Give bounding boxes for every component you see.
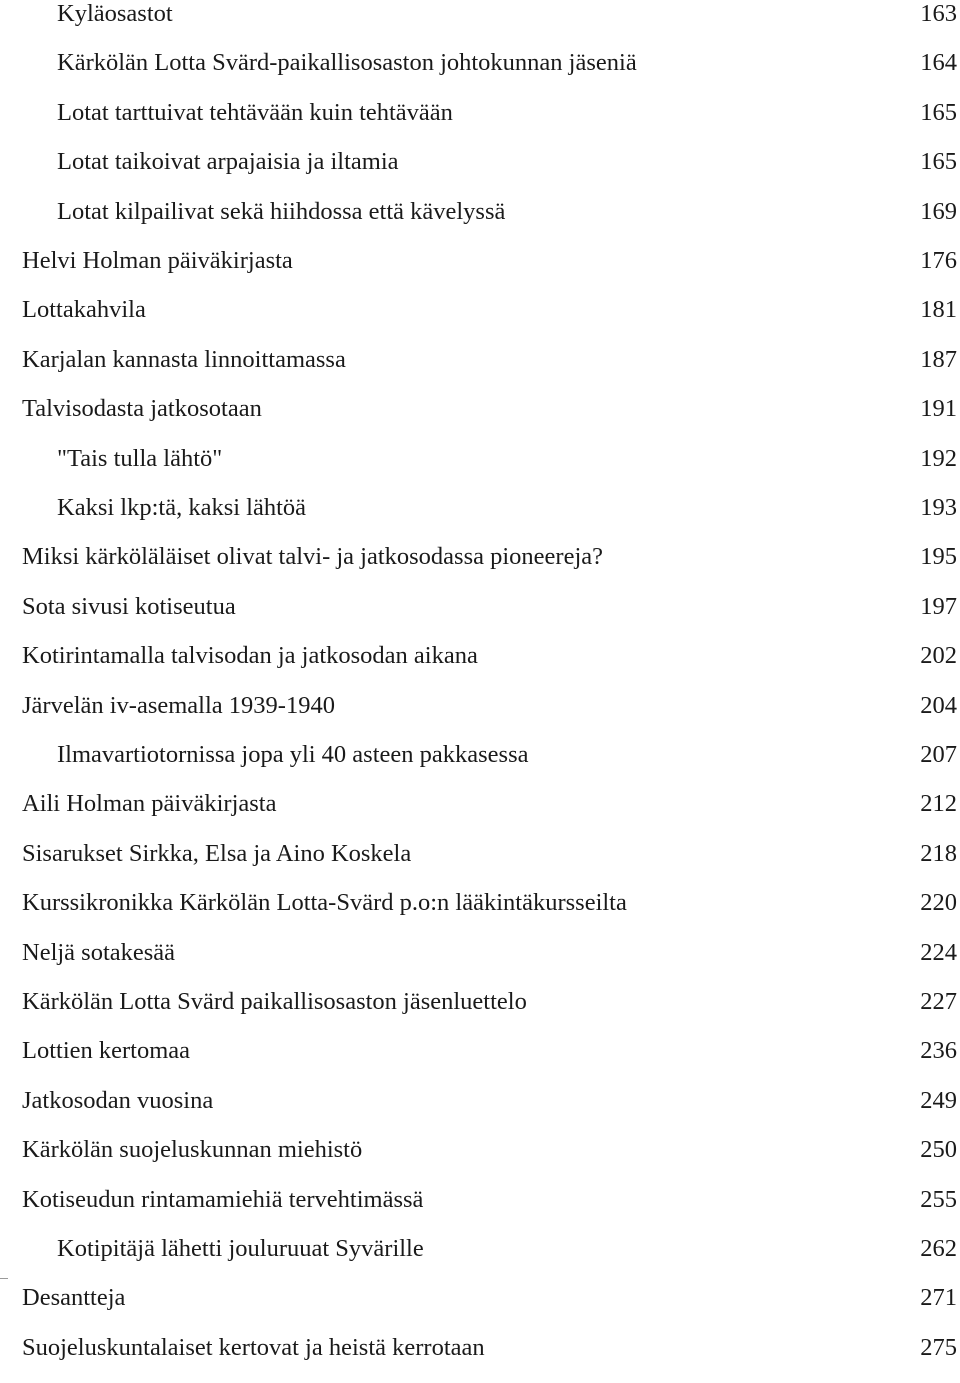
- toc-entry: [0, 296, 960, 345]
- toc-entry-title: Lottien kertomaa: [22, 1037, 191, 1065]
- toc-entry-title: Karjalan kannasta linnoittamassa: [22, 345, 346, 373]
- toc-entry-page-number: 165: [920, 98, 957, 126]
- toc-entry-title: Suojeluskuntalaiset kertovat ja heistä kerrotaan: [22, 1333, 485, 1361]
- toc-entry-page-number: 197: [920, 592, 957, 620]
- toc-entry-title: Sota sivusi kotiseutua: [22, 592, 236, 620]
- toc-entry: [0, 445, 960, 494]
- toc-entry-page-number: 212: [920, 790, 957, 818]
- toc-entry-page-number: 165: [920, 148, 957, 176]
- toc-entry-page-number: 227: [920, 988, 957, 1015]
- toc-entry: [0, 988, 960, 1037]
- toc-entry: [0, 1186, 960, 1235]
- toc-entry-title: Kärkölän Lotta Svärd paikallisosaston jäsenluettelo: [22, 988, 527, 1015]
- toc-entry-page-number: 204: [920, 691, 957, 719]
- toc-entry: [0, 593, 960, 642]
- toc-entry-title: "Tais tulla lähtö": [57, 444, 223, 472]
- toc-entry-title: Lottakahvila: [22, 296, 146, 324]
- toc-entry-page-number: 164: [920, 49, 957, 77]
- toc-entry-page-number: 262: [920, 1235, 957, 1262]
- toc-entry: [0, 198, 960, 247]
- toc-entry-title: Järvelän iv-asemalla 1939-1940: [22, 691, 335, 719]
- toc-entry: [0, 889, 960, 938]
- toc-entry: [0, 395, 960, 444]
- toc-entry-title: Ilmavartiotornissa jopa yli 40 asteen pakkasessa: [57, 741, 529, 768]
- toc-entry-page-number: 181: [920, 296, 957, 324]
- toc-entry-page-number: 249: [920, 1086, 957, 1114]
- toc-entry: [0, 642, 960, 691]
- toc-entry-page-number: 224: [920, 938, 957, 966]
- toc-entry: [0, 1334, 960, 1383]
- toc-entry-title: Talvisodasta jatkosotaan: [22, 395, 262, 423]
- toc-entry-title: Desantteja: [22, 1284, 126, 1312]
- toc-entry: [0, 543, 960, 592]
- toc-entry-page-number: 275: [920, 1333, 957, 1361]
- toc-entry: [0, 790, 960, 839]
- toc-entry-page-number: 163: [920, 0, 957, 27]
- toc-entry: [0, 49, 960, 98]
- toc-entry-page-number: 255: [920, 1185, 957, 1213]
- toc-entry: [0, 148, 960, 197]
- toc-entry-page-number: 176: [920, 247, 957, 274]
- toc-entry: [0, 494, 960, 543]
- toc-entry: [0, 1037, 960, 1086]
- toc-entry-title: Kaksi lkp:tä, kaksi lähtöä: [57, 494, 307, 521]
- scan-artifact-mark: [0, 1278, 8, 1279]
- toc-entry-title: Kärkölän Lotta Svärd-paikallisosaston johtokunnan jäseniä: [57, 49, 637, 77]
- toc-entry-title: Kotiseudun rintamamiehiä tervehtimässä: [22, 1185, 424, 1213]
- toc-entry: [0, 939, 960, 988]
- toc-entry-page-number: 250: [920, 1136, 957, 1164]
- toc-entry-page-number: 202: [920, 642, 957, 670]
- toc-entry-page-number: 271: [920, 1284, 957, 1312]
- toc-entry: [0, 1284, 960, 1333]
- toc-entry: [0, 741, 960, 790]
- toc-entry-page-number: 187: [920, 345, 957, 373]
- toc-entry: [0, 692, 960, 741]
- toc-entry-page-number: 193: [920, 494, 957, 521]
- toc-entry-title: Lotat taikoivat arpajaisia ja iltamia: [57, 148, 399, 176]
- toc-entry-title: Kyläosastot: [57, 0, 173, 27]
- toc-entry: [0, 99, 960, 148]
- toc-entry-page-number: 169: [920, 197, 957, 225]
- toc-entry-title: Kurssikronikka Kärkölän Lotta-Svärd p.o:n lääkintäkursseilta: [22, 889, 627, 917]
- toc-entry-title: Kotipitäjä lähetti jouluruuat Syvärille: [57, 1235, 424, 1262]
- toc-entry: [0, 1136, 960, 1185]
- toc-entry-title: Kärkölän suojeluskunnan miehistö: [22, 1136, 363, 1164]
- toc-entry-page-number: 191: [920, 395, 957, 423]
- toc-entry-page-number: 207: [920, 741, 957, 768]
- toc-entry-title: Kotirintamalla talvisodan ja jatkosodan aikana: [22, 642, 478, 670]
- toc-entry-page-number: 220: [920, 889, 957, 917]
- toc-entry: [0, 247, 960, 296]
- toc-entry-title: Aili Holman päiväkirjasta: [22, 790, 277, 818]
- toc-entry-page-number: 195: [920, 543, 957, 571]
- toc-entry-title: Jatkosodan vuosina: [22, 1086, 214, 1114]
- toc-entry: [0, 840, 960, 889]
- toc-entry-page-number: 192: [920, 444, 957, 472]
- toc-entry-title: Neljä sotakesää: [22, 938, 176, 966]
- toc-entry-title: Lotat kilpailivat sekä hiihdossa että kävelyssä: [57, 197, 506, 225]
- toc-entry-title: Helvi Holman päiväkirjasta: [22, 247, 293, 274]
- toc-entry: [0, 1087, 960, 1136]
- toc-entry-title: Lotat tarttuivat tehtävään kuin tehtävään: [57, 98, 453, 126]
- toc-entry: [0, 1235, 960, 1284]
- toc-entry-title: Sisarukset Sirkka, Elsa ja Aino Koskela: [22, 839, 412, 867]
- toc-entry-page-number: 218: [920, 839, 957, 867]
- toc-entry: [0, 0, 960, 49]
- toc-entry-title: Miksi kärköläläiset olivat talvi- ja jatkosodassa pioneereja?: [22, 543, 604, 571]
- toc-entry-page-number: 236: [920, 1037, 957, 1065]
- toc-entry: [0, 346, 960, 395]
